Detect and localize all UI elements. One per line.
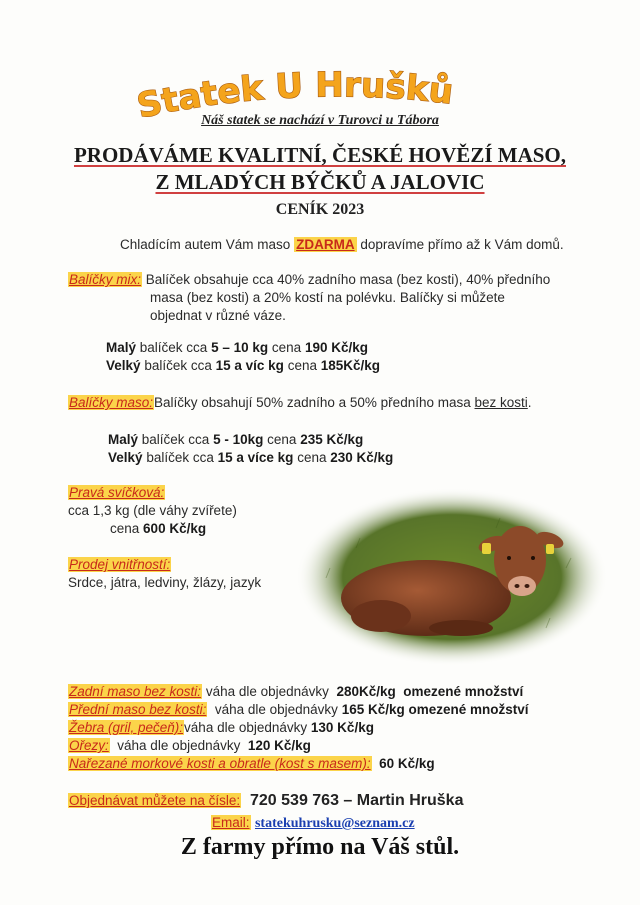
order-contact: [68, 792, 463, 810]
product-row-rear: Zadní maso bez kosti: váha dle objednávky 280Kč/kg omezené množství: [69, 684, 524, 699]
meat-label: Balíčky maso:: [69, 395, 154, 410]
mix-label: Balíčky mix:: [69, 272, 142, 287]
order-label: Objednávat můžete na čísle:: [69, 793, 241, 808]
email-link[interactable]: statekuhrusku@seznam.cz: [254, 816, 415, 831]
meat-small: Malý balíček cca 5 - 10kg cena 235 Kč/kg: [108, 432, 364, 447]
sirloin-label: Pravá svíčková:: [69, 485, 165, 500]
calf-photo: [296, 488, 608, 666]
offal-items: Srdce, játra, ledviny, žlázy, jazyk: [68, 575, 262, 590]
phone-number[interactable]: 720 539 763 – Martin Hruška: [250, 792, 464, 809]
headline-line2: Z MLADÝCH BÝČKŮ A JALOVIC: [155, 170, 485, 194]
mix-line3: objednat v různé váze.: [150, 308, 286, 323]
mix-small: Malý balíček cca 5 – 10 kg cena 190 Kč/kg: [106, 340, 368, 355]
logo-text: Statek U Hrušků: [133, 66, 456, 126]
mix-large: Velký balíček cca 15 a víc kg cena 185Kč/kg: [106, 358, 381, 373]
mix-section: Balíčky mix: Balíček obsahuje cca 40% zadního masa (bez kosti), 40% předního: [69, 272, 551, 287]
pricelist-title: CENÍK 2023: [275, 201, 365, 218]
mix-line2: masa (bez kosti) a 20% kostí na polévku. Balíčky si můžete: [150, 290, 505, 305]
product-row-front: Přední maso bez kosti: váha dle objednávky 165 Kč/kg omezené množství: [69, 702, 529, 717]
product-row-bones: Nařezané morkové kosti a obratle (kost s masem): 60 Kč/kg: [69, 756, 435, 771]
free-badge: ZDARMA: [296, 237, 355, 252]
meat-section: Balíčky maso:Balíčky obsahují 50% zadního a 50% předního masa bez kosti.: [69, 395, 532, 410]
subtitle: Náš statek se nachází v Turovci u Tábora: [201, 113, 439, 128]
email-contact: [211, 814, 415, 832]
sirloin-price: cena 600 Kč/kg: [110, 521, 207, 536]
offal-label: Prodej vnitřností:: [69, 557, 171, 572]
meat-large: Velký balíček cca 15 a více kg cena 230 Kč/kg: [108, 450, 394, 465]
slogan: Z farmy přímo na Váš stůl.: [180, 834, 460, 860]
email-label: Email:: [212, 815, 250, 830]
product-row-trimmings: Ořezy: váha dle objednávky 120 Kč/kg: [69, 738, 311, 753]
product-row-ribs: Žebra (gril, pečeň):váha dle objednávky 130 Kč/kg: [69, 720, 374, 735]
headline-line1: PRODÁVÁME KVALITNÍ, ČESKÉ HOVĚZÍ MASO,: [73, 143, 566, 167]
sirloin-weight: cca 1,3 kg (dle váhy zvířete): [68, 503, 237, 518]
delivery-note: Chladícím autem Vám maso ZDARMA dopravíme přímo až k Vám domů.: [120, 237, 564, 252]
